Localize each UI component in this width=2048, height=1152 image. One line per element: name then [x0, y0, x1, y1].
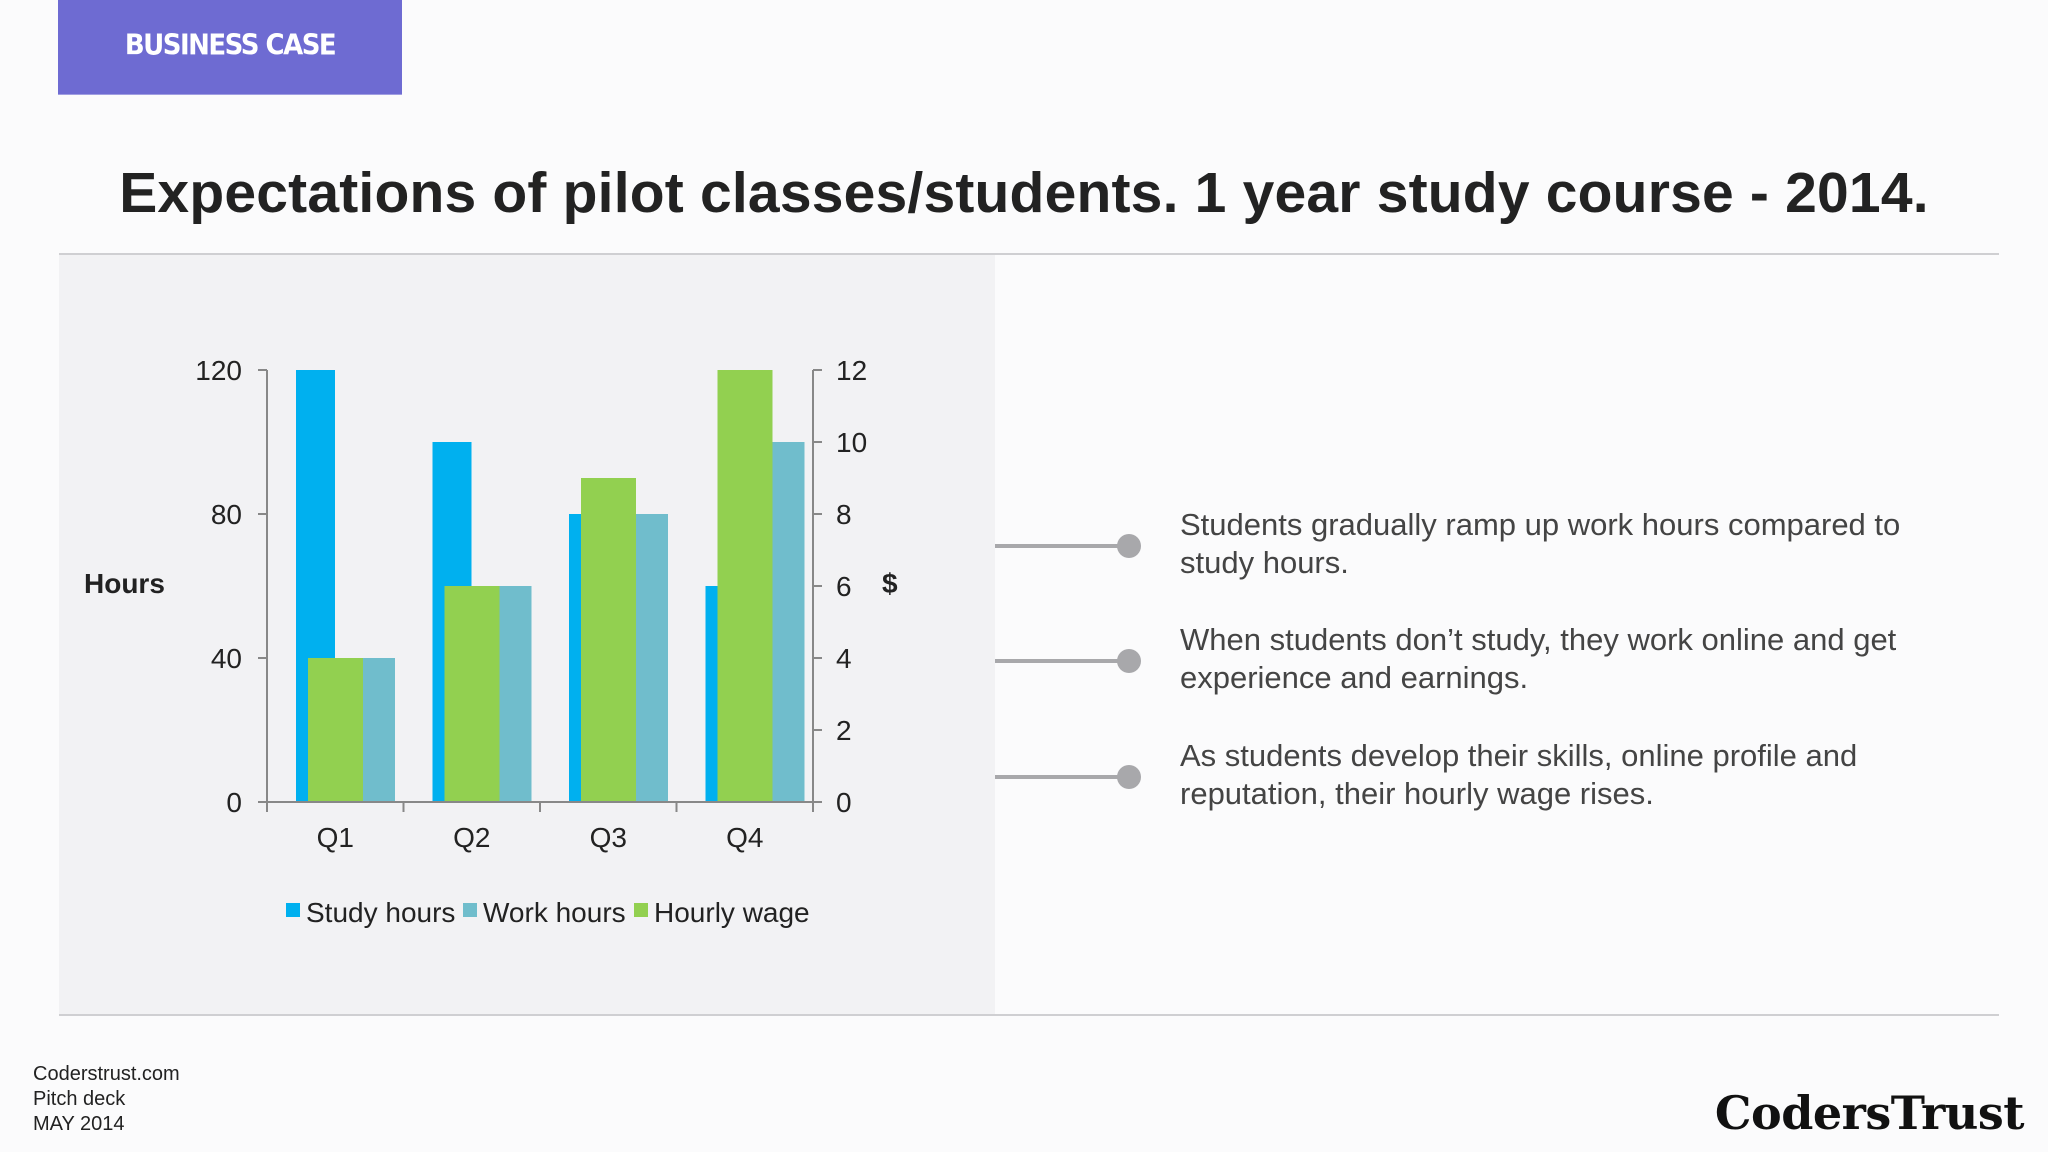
legend-label: Work hours	[483, 897, 626, 928]
x-tick-label: Q3	[589, 822, 627, 853]
y-tick-label-right: 10	[836, 427, 868, 458]
y-axis-title-right: $	[882, 568, 898, 599]
legend-swatch	[286, 903, 300, 917]
bullet-item	[995, 506, 1999, 586]
footer-doc-type: Pitch deck	[33, 1088, 126, 1110]
y-tick-label-right: 6	[836, 571, 852, 602]
y-tick-label-left: 40	[210, 643, 242, 674]
bullet-text: Students gradually ramp up work hours compared to study hours.	[1180, 507, 1901, 580]
y-tick-label-left: 80	[210, 499, 242, 530]
bullet-connector	[995, 775, 1130, 779]
bullet-text: As students develop their skills, online profile and reputation, their hourly wage rises.	[1180, 738, 1858, 811]
bar-chart	[59, 255, 995, 1014]
legend-swatch	[634, 903, 648, 917]
page-title: Expectations of pilot classes/students. 1 year study course - 2014.	[119, 161, 1929, 225]
bar-hourly-wage	[445, 586, 500, 802]
bar-hourly-wage	[718, 370, 773, 802]
y-tick-label-right: 4	[836, 643, 852, 674]
bottom-divider	[59, 1014, 1999, 1016]
x-tick-label: Q1	[316, 822, 354, 853]
section-badge: BUSINESS CASE	[58, 0, 402, 95]
bar-hourly-wage	[308, 658, 363, 802]
y-tick-label-right: 8	[836, 499, 852, 530]
legend-label: Study hours	[306, 897, 456, 928]
chart-panel	[59, 255, 995, 1014]
legend-swatch	[463, 903, 477, 917]
legend-label: Hourly wage	[654, 897, 810, 928]
bullet-dot-icon	[1117, 534, 1141, 558]
y-tick-label-right: 0	[836, 787, 852, 818]
x-tick-label: Q2	[453, 822, 491, 853]
footer-info	[33, 1062, 180, 1137]
x-tick-label: Q4	[726, 822, 764, 853]
bullet-list	[995, 255, 1999, 1014]
bar-hourly-wage	[581, 478, 636, 802]
y-axis-title-left: Hours	[84, 568, 165, 599]
y-tick-label-right: 12	[836, 355, 868, 386]
footer-website: Coderstrust.com	[33, 1063, 180, 1085]
company-logo: CodersTrust	[1714, 1086, 2024, 1140]
bullet-text: When students don’t study, they work online and get experience and earnings.	[1180, 622, 1897, 695]
bullet-dot-icon	[1117, 765, 1141, 789]
footer-date: MAY 2014	[33, 1113, 125, 1135]
bullet-item	[995, 621, 1999, 701]
bullet-connector	[995, 659, 1130, 663]
y-tick-label-right: 2	[836, 715, 852, 746]
y-tick-label-left: 0	[226, 787, 242, 818]
bullet-dot-icon	[1117, 649, 1141, 673]
y-tick-label-left: 120	[195, 355, 242, 386]
bullet-connector	[995, 544, 1130, 548]
bullet-item	[995, 737, 1999, 817]
